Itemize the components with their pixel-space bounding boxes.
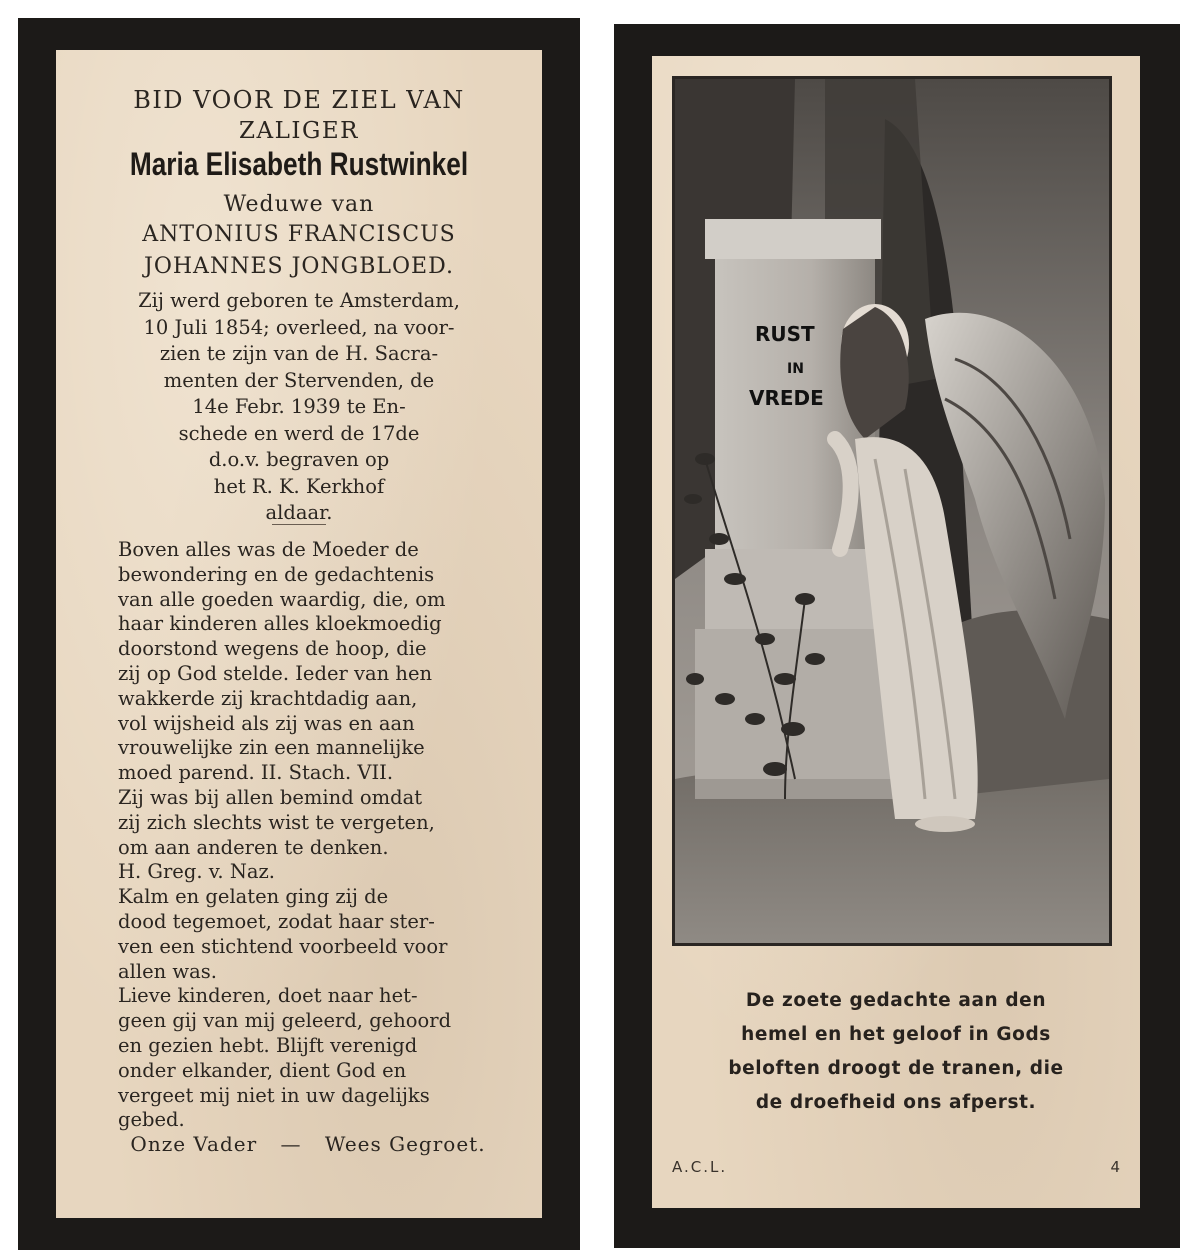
biography-text: Zij werd geboren te Amsterdam, 10 Juli 1854; overleed, na voor- zien te zijn van de H. Sacra- menten der Stervenden, de 14e Febr. 1939 te En- schede en werd de 17de d.o.v. begraven op het R. K. Kerkhof aldaar. (138, 289, 460, 524)
prayer-line (114, 1132, 502, 1156)
divider-line (272, 524, 326, 525)
caption-text: De zoete gedachte aan den hemel en het geloof in Gods beloften droogt de tranen, die de droefheid ons afperst. (728, 990, 1064, 1113)
angel-illustration (672, 76, 1112, 946)
heading-line-1: BID VOOR DE ZIEL VAN (133, 86, 465, 114)
widow-of-label: Weduwe van (223, 192, 375, 217)
card-paper-left (56, 50, 542, 1218)
printer-mark: A.C.L. (672, 1158, 728, 1176)
inscription-in: IN (787, 361, 804, 377)
husband-name-line-1: ANTONIUS FRANCISCUS (142, 222, 456, 247)
inscription-vrede: VREDE (749, 386, 824, 410)
card-paper-right (652, 56, 1140, 1208)
deceased-name: Maria Elisabeth Rustwinkel (129, 146, 469, 182)
prayer-our-father: Onze Vader (130, 1132, 258, 1156)
prayer-separator: — (280, 1132, 302, 1156)
angel-at-grave-image (675, 79, 1109, 943)
prayer-hail-mary: Wees Gegroet. (324, 1132, 486, 1156)
card-number: 4 (1110, 1158, 1120, 1176)
memorial-card-right (614, 24, 1180, 1248)
husband-name-line-2: JOHANNES JONGBLOED. (144, 254, 454, 279)
heading-line-2: ZALIGER (239, 118, 359, 144)
memorial-paragraphs: Boven alles was de Moeder de bewondering en de gedachtenis van alle goeden waardig, die, om haar kinderen alles kloekmoedig doorstond wegens de hoop, die zij op God stelde. Ieder van hen wakkerde zij krachtdadig aan, vol wijsheid als zij was en aan vrouwelijke zin een mannelijke moed parend. II. Stach. VII. Zij was bij allen bemind omdat zij zich slechts wist te vergeten, om aan anderen te denken. H. Greg. v. Naz. Kalm en gelaten ging zij de dood tegemoet, zodat haar ster- ven een stichtend voorbeeld voor allen was. Lieve kinderen, doet naar het- geen gij van mij geleerd, gehoord en gezien hebt. Blijft verenigd onder elkander, dient God en vergeet mij niet in uw dagelijks gebed. (118, 538, 452, 1132)
card-text-left (56, 50, 542, 1218)
memorial-card-left (18, 18, 580, 1250)
inscription-rust: RUST (755, 322, 815, 346)
